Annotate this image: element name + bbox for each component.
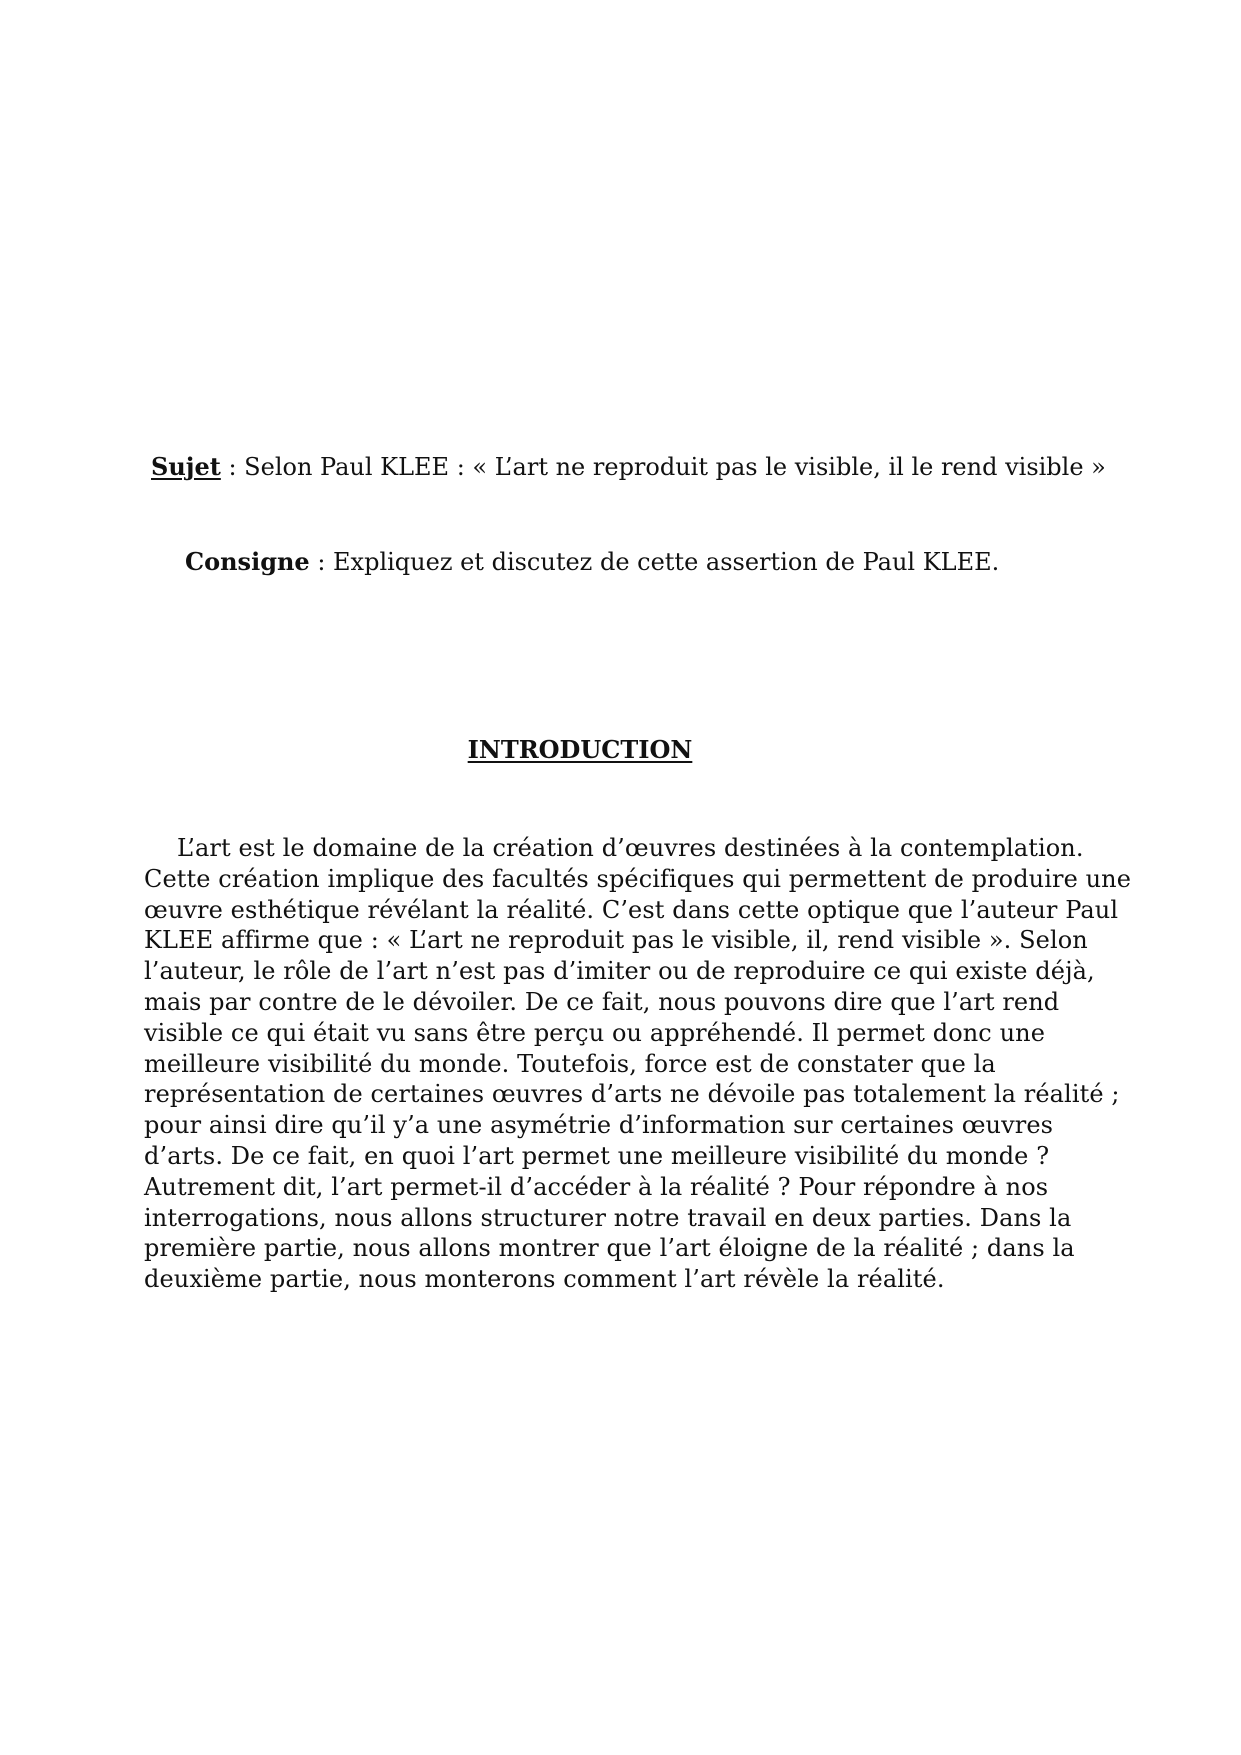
paragraph-line: Autrement dit, l’art permet-il d’accéder à la réalité ? Pour répondre à nos — [144, 1172, 1049, 1201]
paragraph-line: deuxième partie, nous monterons comment l’art révèle la réalité. — [144, 1265, 945, 1294]
paragraph-line: meilleure visibilité du monde. Toutefois, force est de constater que la — [144, 1049, 996, 1078]
paragraph-line: visible ce qui était vu sans être perçu ou appréhendé. Il permet donc une — [144, 1018, 1045, 1047]
sujet-label: Sujet — [151, 452, 221, 481]
sujet-text: : Selon Paul KLEE : « L’art ne reproduit pas le visible, il le rend visible » — [220, 453, 1106, 481]
introduction-heading: INTRODUCTION — [467, 735, 693, 764]
paragraph-line: œuvre esthétique révélant la réalité. C’est dans cette optique que l’auteur Paul — [144, 895, 1119, 924]
paragraph-line: interrogations, nous allons structurer notre travail en deux parties. Dans la — [144, 1203, 1072, 1232]
paragraph-line: représentation de certaines œuvres d’arts ne dévoile pas totalement la réalité ; — [144, 1080, 1120, 1109]
paragraph-line: L’art est le domaine de la création d’œuvres destinées à la contemplation. — [177, 834, 1084, 862]
sujet-line — [151, 452, 1106, 482]
consigne-line — [185, 547, 999, 577]
paragraph-line: d’arts. De ce fait, en quoi l’art permet une meilleure visibilité du monde ? — [144, 1141, 1050, 1170]
introduction-paragraph — [144, 833, 1132, 1295]
paragraph-line: KLEE affirme que : « L’art ne reproduit pas le visible, il, rend visible ». Selon — [144, 926, 1088, 955]
paragraph-line: mais par contre de le dévoiler. De ce fait, nous pouvons dire que l’art rend — [144, 987, 1060, 1016]
paragraph-line: pour ainsi dire qu’il y’a une asymétrie d’information sur certaines œuvres — [144, 1111, 1054, 1140]
paragraph-line: l’auteur, le rôle de l’art n’est pas d’imiter ou de reproduire ce qui existe déjà, — [144, 957, 1095, 986]
consigne-label: Consigne — [185, 547, 310, 576]
consigne-text: : Expliquez et discutez de cette assertion de Paul KLEE. — [309, 548, 1000, 576]
paragraph-line: première partie, nous allons montrer que l’art éloigne de la réalité ; dans la — [144, 1234, 1075, 1263]
paragraph-line: Cette création implique des facultés spécifiques qui permettent de produire une — [144, 864, 1132, 893]
